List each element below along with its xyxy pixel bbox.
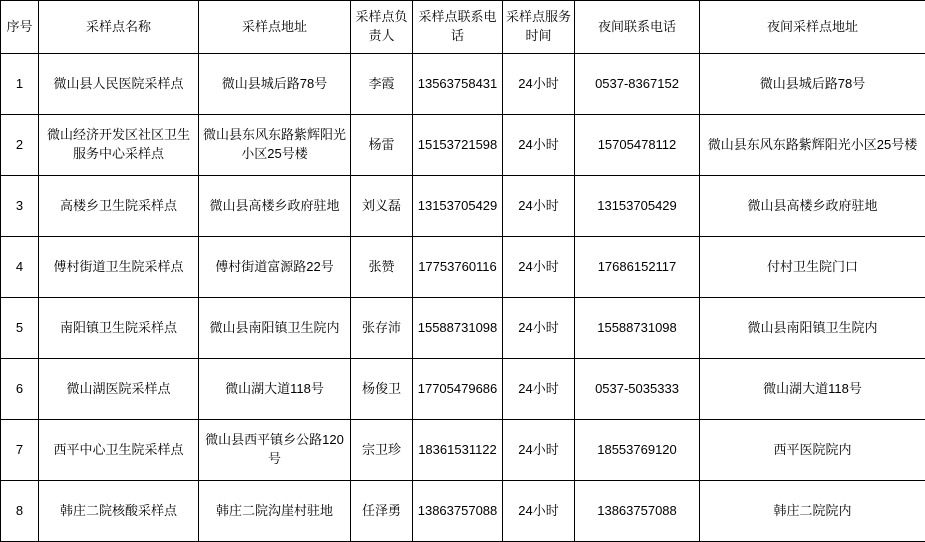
table-body [1,54,925,542]
cell-night-phone: 13863757088 [575,481,700,542]
cell-night-address: 微山县高楼乡政府驻地 [700,176,925,237]
cell-manager: 张赞 [351,237,413,298]
cell-phone: 18361531122 [413,420,503,481]
cell-hours: 24小时 [503,54,575,115]
cell-name: 西平中心卫生院采样点 [39,420,199,481]
cell-no: 5 [1,298,39,359]
cell-hours: 24小时 [503,481,575,542]
cell-night-address: 微山湖大道118号 [700,359,925,420]
cell-no: 3 [1,176,39,237]
cell-name: 高楼乡卫生院采样点 [39,176,199,237]
cell-phone: 17753760116 [413,237,503,298]
table-header-row [1,1,925,54]
column-header-hours: 采样点服务时间 [503,1,575,54]
cell-no: 6 [1,359,39,420]
cell-address: 微山县南阳镇卫生院内 [199,298,351,359]
cell-manager: 宗卫珍 [351,420,413,481]
cell-phone: 13563758431 [413,54,503,115]
cell-address: 傅村街道富源路22号 [199,237,351,298]
cell-address: 韩庄二院沟崖村驻地 [199,481,351,542]
cell-name: 傅村街道卫生院采样点 [39,237,199,298]
cell-no: 1 [1,54,39,115]
cell-manager: 任泽勇 [351,481,413,542]
cell-phone: 15588731098 [413,298,503,359]
cell-night-address: 微山县东风东路紫辉阳光小区25号楼 [700,115,925,176]
cell-night-phone: 15588731098 [575,298,700,359]
table-row [1,298,925,359]
cell-night-address: 韩庄二院院内 [700,481,925,542]
column-header-name: 采样点名称 [39,1,199,54]
cell-manager: 刘义磊 [351,176,413,237]
cell-hours: 24小时 [503,237,575,298]
cell-address: 微山县高楼乡政府驻地 [199,176,351,237]
cell-name: 微山县人民医院采样点 [39,54,199,115]
cell-phone: 17705479686 [413,359,503,420]
table-row [1,115,925,176]
table-row [1,54,925,115]
cell-name: 微山湖医院采样点 [39,359,199,420]
cell-no: 8 [1,481,39,542]
table-row [1,420,925,481]
cell-address: 微山县城后路78号 [199,54,351,115]
cell-no: 7 [1,420,39,481]
cell-name: 韩庄二院核酸采样点 [39,481,199,542]
cell-phone: 13863757088 [413,481,503,542]
cell-night-phone: 0537-8367152 [575,54,700,115]
cell-name: 南阳镇卫生院采样点 [39,298,199,359]
table-row [1,359,925,420]
table-row [1,237,925,298]
cell-manager: 张存沛 [351,298,413,359]
column-header-no: 序号 [1,1,39,54]
column-header-phone: 采样点联系电话 [413,1,503,54]
table-row [1,176,925,237]
cell-phone: 15153721598 [413,115,503,176]
cell-hours: 24小时 [503,359,575,420]
cell-night-phone: 17686152117 [575,237,700,298]
cell-night-phone: 13153705429 [575,176,700,237]
column-header-address: 采样点地址 [199,1,351,54]
cell-name: 微山经济开发区社区卫生服务中心采样点 [39,115,199,176]
column-header-night-address: 夜间采样点地址 [700,1,925,54]
cell-night-address: 付村卫生院门口 [700,237,925,298]
cell-night-address: 微山县城后路78号 [700,54,925,115]
cell-manager: 杨雷 [351,115,413,176]
cell-hours: 24小时 [503,298,575,359]
cell-manager: 李霞 [351,54,413,115]
table-row [1,481,925,542]
column-header-manager: 采样点负责人 [351,1,413,54]
cell-no: 2 [1,115,39,176]
cell-address: 微山县东风东路紫辉阳光小区25号楼 [199,115,351,176]
cell-night-phone: 18553769120 [575,420,700,481]
cell-night-phone: 0537-5035333 [575,359,700,420]
column-header-night-phone: 夜间联系电话 [575,1,700,54]
cell-night-address: 微山县南阳镇卫生院内 [700,298,925,359]
cell-night-address: 西平医院院内 [700,420,925,481]
cell-no: 4 [1,237,39,298]
cell-hours: 24小时 [503,176,575,237]
cell-hours: 24小时 [503,420,575,481]
cell-manager: 杨俊卫 [351,359,413,420]
cell-phone: 13153705429 [413,176,503,237]
cell-hours: 24小时 [503,115,575,176]
cell-address: 微山湖大道118号 [199,359,351,420]
cell-address: 微山县西平镇乡公路120号 [199,420,351,481]
cell-night-phone: 15705478112 [575,115,700,176]
